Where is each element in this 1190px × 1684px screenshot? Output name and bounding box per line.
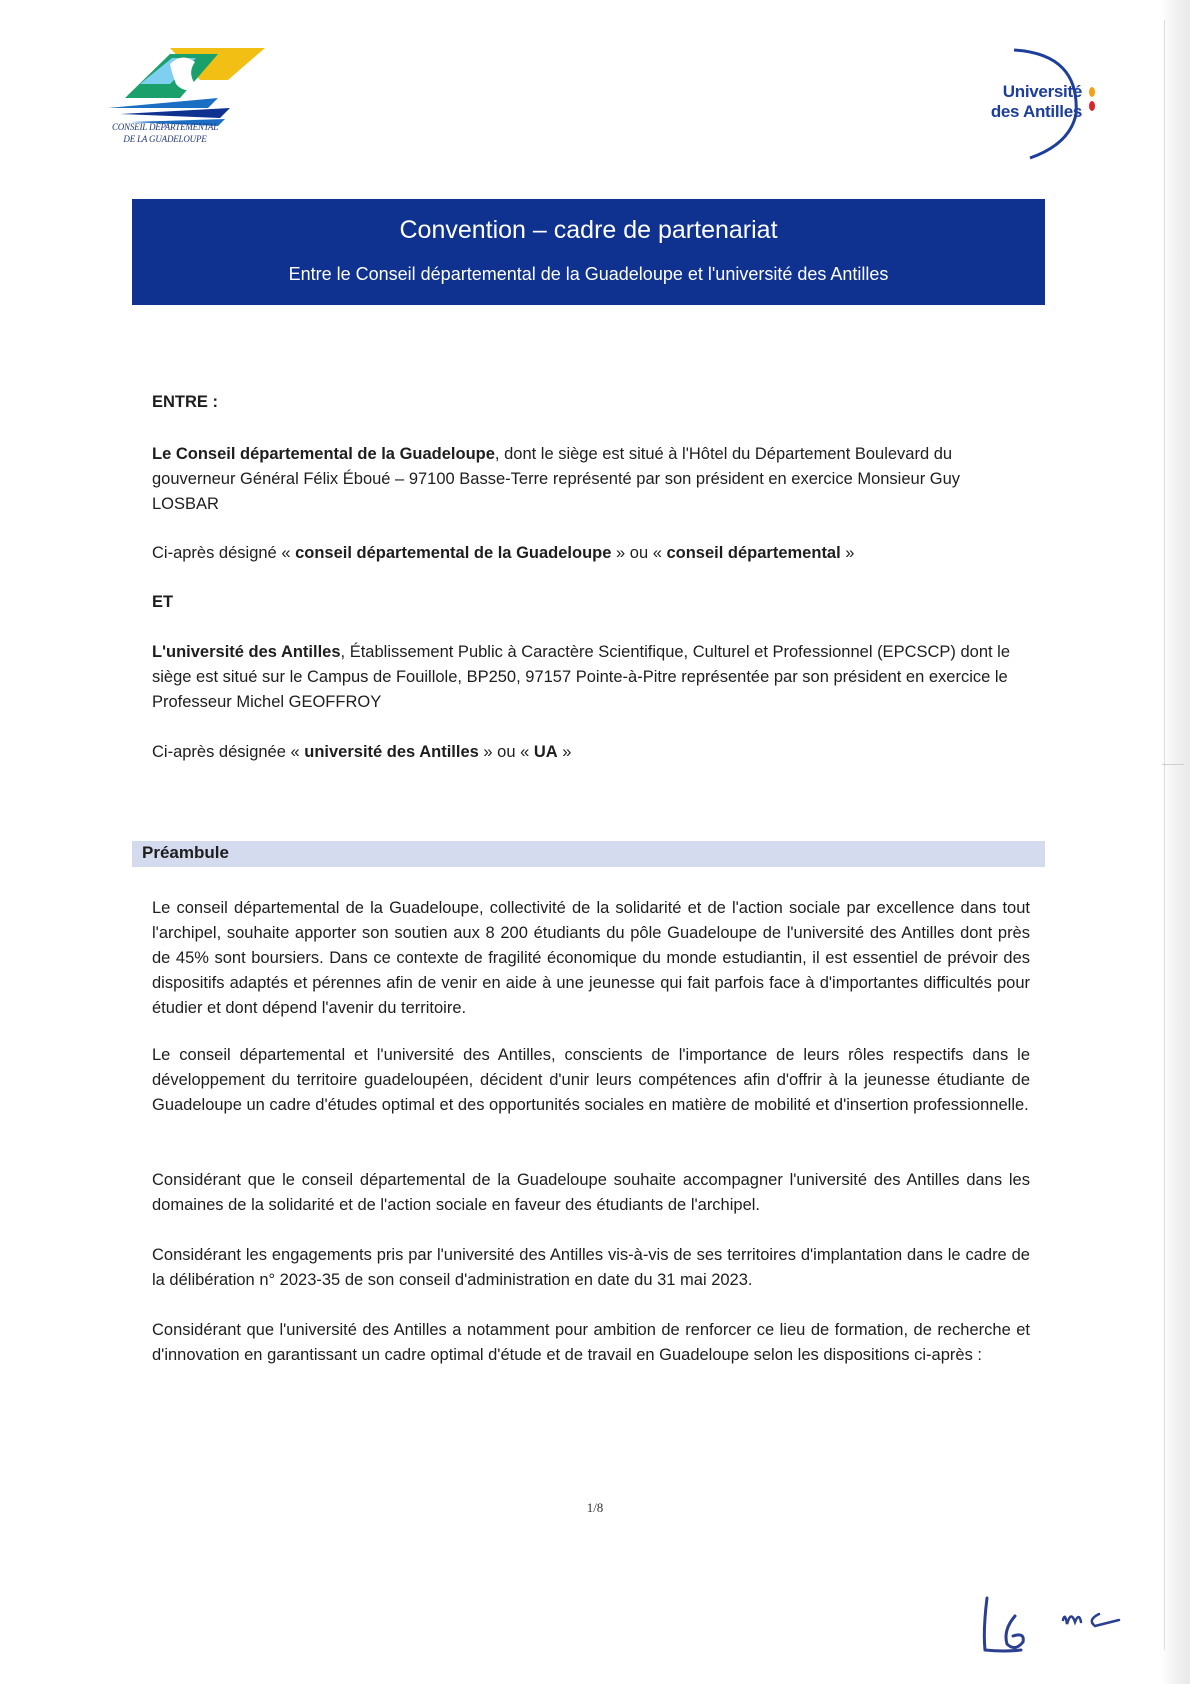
section-heading-bar [132, 841, 1045, 867]
party1-alias [152, 541, 1030, 566]
party1-paragraph [152, 442, 1030, 517]
scan-edge [1162, 0, 1190, 1684]
scan-fold-line [1164, 20, 1165, 1650]
alias-mid: » ou « [611, 544, 667, 562]
page-number: 1/8 [586, 1500, 604, 1515]
alias-suffix: » [840, 544, 855, 562]
alias-prefix: Ci-après désignée « [152, 743, 305, 761]
alias-name: université des Antilles [304, 743, 479, 761]
party1-name: Le Conseil départemental de la Guadeloupe [152, 445, 495, 463]
party2-name: L'université des Antilles [152, 643, 341, 661]
alias-name: conseil départemental de la Guadeloupe [295, 544, 612, 562]
preambule-paragraph: Considérant que l'université des Antilles a notamment pour ambition de renforcer ce lieu de formation, de recherche et d'innovation en garantissant un cadre optimal d'étude et de travail en Guadeloupe selon les dispositions ci-après : [152, 1321, 1030, 1364]
alias-prefix: Ci-après désigné « [152, 544, 296, 562]
logo-text-line1: Université [1002, 82, 1082, 101]
alias-name: UA [533, 743, 558, 761]
logo-caption-line1: CONSEIL DÉPARTEMENTAL [111, 122, 219, 132]
document-subtitle: Entre le Conseil départemental de la Guadeloupe et l'université des Antilles [288, 264, 889, 284]
alias-mid: » ou « [478, 743, 534, 761]
preambule-paragraph: Considérant que le conseil départemental de la Guadeloupe souhaite accompagner l'université des Antilles dans les domaines de la solidarité et de l'action sociale en faveur des étudiants de l'archipel. [152, 1171, 1030, 1214]
alias-suffix: » [557, 743, 572, 761]
scan-mark [1162, 764, 1184, 765]
party2-text: , Établissement Public à Caractère Scientifique, Culturel et Professionnel (EPCSCP) dont le siège est situé sur le Campus de Fouillole, BP250, 97157 Pointe-à-Pitre représentée par son président en exercice le Professeur Michel GEOFFROY [152, 643, 1011, 711]
document-title: Convention – cadre de partenariat [399, 216, 778, 244]
handwritten-initials-signature [975, 1590, 1135, 1660]
universite-antilles-logo-text [960, 82, 1082, 122]
preambule-paragraph: Le conseil départemental de la Guadeloupe, collectivité de la solidarité et de l'action sociale par excellence dans tout l'archipel, souhaite apporter son soutien aux 8 200 étudiants du pôle Guadeloupe de l'université des Antilles dont près de 45% sont boursiers. Dans ce contexte de fragilité économique du monde estudiantin, il est essentiel de prévoir des dispositifs adaptés et pérennes afin de venir en aide à une jeunesse qui fait parfois face à d'importantes difficultés pour étudier et dont dépend l'avenir du territoire. [152, 899, 1030, 1017]
party1-text: , dont le siège est situé à l'Hôtel du Département Boulevard du gouverneur Général Félix Éboué – 97100 Basse-Terre représenté par son président en exercice Monsieur Guy LOSBAR [152, 445, 961, 513]
logo-text-line2: des Antilles [990, 102, 1082, 121]
party2-alias [152, 740, 1030, 765]
preambule-paragraph: Le conseil départemental et l'université des Antilles, conscients de l'importance de leurs rôles respectifs dans le développement du territoire guadeloupéen, décident d'unir leurs compétences afin d'offrir à la jeunesse étudiante de Guadeloupe un cadre d'études optimal et des opportunités sociales en matière de mobilité et d'insertion professionnelle. [152, 1046, 1030, 1114]
conseil-departemental-logo-caption [100, 121, 230, 145]
title-band [132, 199, 1045, 305]
entre-label: ENTRE : [152, 393, 218, 411]
section-heading: Préambule [142, 843, 229, 862]
preambule-paragraph: Considérant les engagements pris par l'université des Antilles vis-à-vis de ses territoires d'implantation dans le cadre de la délibération n° 2023-35 de son conseil d'administration en date du 31 mai 2023. [152, 1246, 1030, 1289]
et-label: ET [152, 593, 174, 611]
party2-paragraph [152, 640, 1030, 715]
logo-caption-line2: DE LA GUADELOUPE [123, 134, 207, 144]
alias-name: conseil départemental [666, 544, 841, 562]
